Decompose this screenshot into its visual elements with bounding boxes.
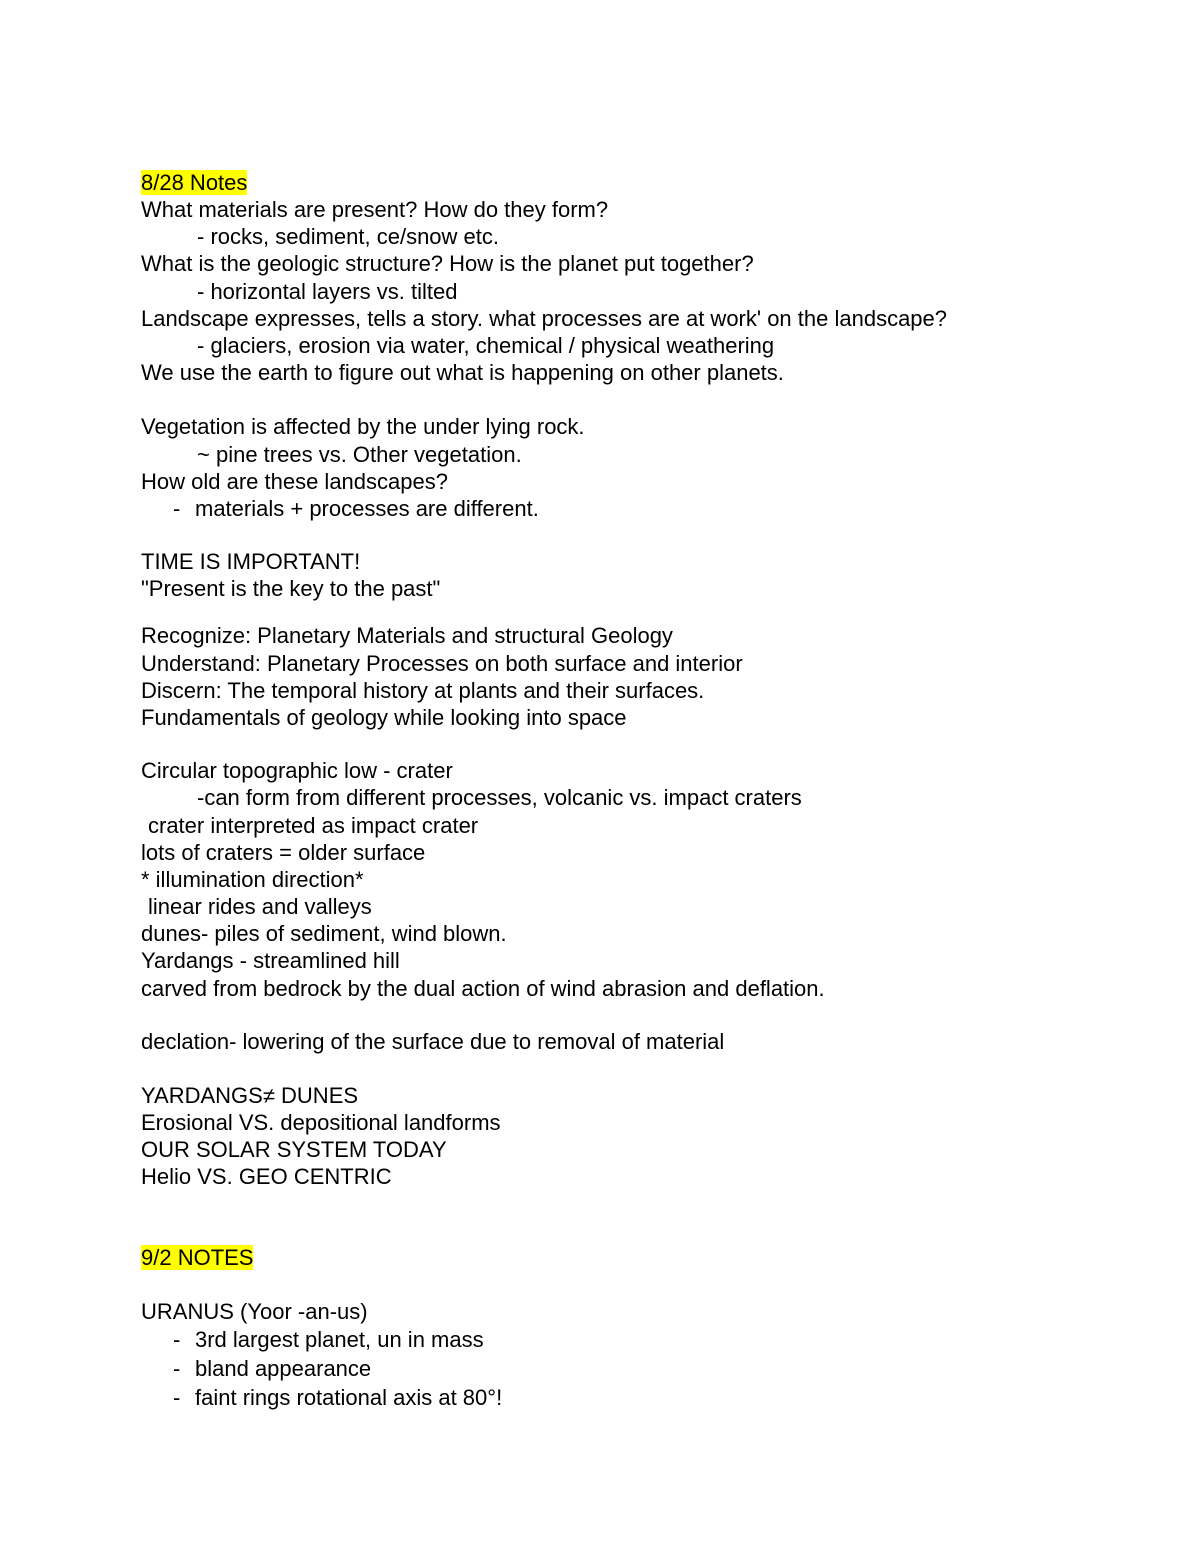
note-line: Discern: The temporal history at plants and their surfaces.: [141, 678, 705, 703]
note-line: Helio VS. GEO CENTRIC: [141, 1164, 392, 1189]
note-line: We use the earth to figure out what is happening on other planets.: [141, 360, 784, 385]
note-line: Yardangs - streamlined hill: [141, 948, 400, 973]
note-line: How old are these landscapes?: [141, 469, 448, 494]
note-line: - glaciers, erosion via water, chemical / physical weathering: [197, 333, 775, 358]
note-line: ~ pine trees vs. Other vegetation.: [197, 442, 522, 467]
note-line: lots of craters = older surface: [141, 840, 426, 865]
list-item-text: bland appearance: [195, 1356, 372, 1381]
note-line: linear rides and valleys: [148, 894, 372, 919]
note-line: Vegetation is affected by the under lying rock.: [141, 414, 585, 439]
section-heading-8-28: [141, 170, 247, 196]
list-item-text: materials + processes are different.: [195, 496, 539, 521]
note-line: Recognize: Planetary Materials and structural Geology: [141, 623, 673, 648]
note-line: TIME IS IMPORTANT!: [141, 549, 361, 574]
section-heading-9-2: [141, 1245, 253, 1271]
list-item: [173, 1327, 484, 1353]
heading-highlight: 8/28 Notes: [141, 170, 248, 195]
list-item: [173, 496, 539, 522]
note-line: URANUS (Yoor -an-us): [141, 1299, 368, 1324]
note-line: YARDANGS≠ DUNES: [141, 1083, 359, 1108]
bullet-dash: -: [173, 496, 181, 521]
list-item-text: faint rings rotational axis at 80°!: [195, 1385, 503, 1410]
note-line: Circular topographic low - crater: [141, 758, 453, 783]
note-line: - rocks, sediment, ce/snow etc.: [197, 224, 499, 249]
note-line: Erosional VS. depositional landforms: [141, 1110, 501, 1135]
note-line: carved from bedrock by the dual action of wind abrasion and deflation.: [141, 976, 825, 1001]
note-line: declation- lowering of the surface due to removal of material: [141, 1029, 725, 1054]
bullet-dash: -: [173, 1356, 181, 1381]
bullet-dash: -: [173, 1327, 181, 1352]
note-line: dunes- piles of sediment, wind blown.: [141, 921, 507, 946]
list-item-text: 3rd largest planet, un in mass: [195, 1327, 484, 1352]
note-line: "Present is the key to the past": [141, 576, 441, 601]
note-line: * illumination direction*: [141, 867, 364, 892]
note-line: What materials are present? How do they form?: [141, 197, 609, 222]
heading-highlight: 9/2 NOTES: [141, 1245, 254, 1270]
note-line: Landscape expresses, tells a story. what processes are at work' on the landscape?: [141, 306, 948, 331]
note-line: crater interpreted as impact crater: [148, 813, 479, 838]
note-line: OUR SOLAR SYSTEM TODAY: [141, 1137, 447, 1162]
note-line: Understand: Planetary Processes on both surface and interior: [141, 651, 743, 676]
note-line: - horizontal layers vs. tilted: [197, 279, 458, 304]
bullet-dash: -: [173, 1385, 181, 1410]
list-item: [173, 1385, 502, 1411]
list-item: [173, 1356, 371, 1382]
note-line: Fundamentals of geology while looking into space: [141, 705, 627, 730]
note-line: -can form from different processes, volcanic vs. impact craters: [197, 785, 802, 810]
note-line: What is the geologic structure? How is the planet put together?: [141, 251, 754, 276]
